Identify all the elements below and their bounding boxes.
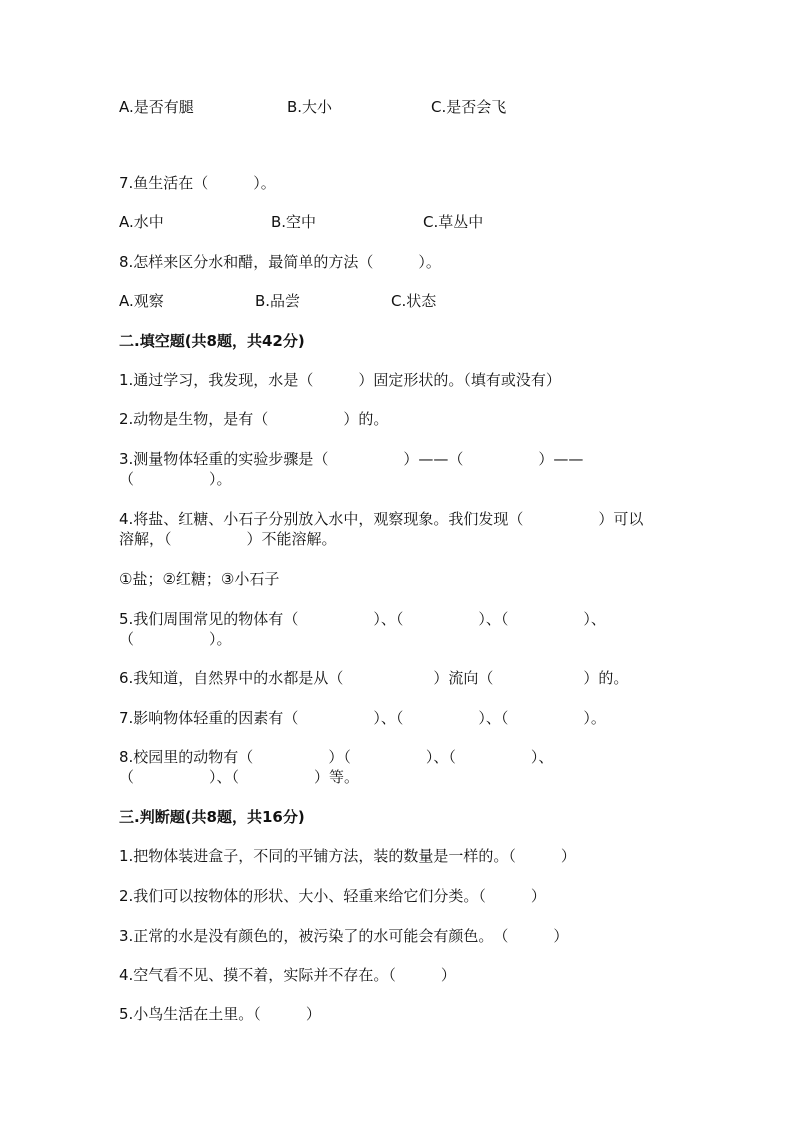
fill-question-4-line-1: 4.将盐、红糖、小石子分别放入水中，观察现象。我们发现（ ）可以 [119,510,644,528]
fill-question-5-line-1: 5.我们周围常见的物体有（ ）、（ ）、（ ）、 [119,610,606,628]
choice-question-8: 8.怎样来区分水和醋，最简单的方法（ ）。 [119,253,441,271]
fill-question-4-line-2: 溶解，（ ）不能溶解。 [119,530,337,548]
fill-question-1: 1.通过学习，我发现，水是（ ）固定形状的。（填有或没有） [119,371,561,389]
q8-option-b: B.品尝 [255,292,301,310]
judge-question-2: 2.我们可以按物体的形状、大小、轻重来给它们分类。（ ） [119,887,546,905]
q6-option-b: B.大小 [287,98,333,116]
q6-option-c: C.是否会飞 [431,98,507,116]
fill-question-3-line-2: （ ）。 [119,470,232,488]
section-heading-fill-blank: 二.填空题(共8题，共42分) [119,332,305,350]
judge-question-1: 1.把物体装进盒子，不同的平铺方法，装的数量是一样的。（ ） [119,847,576,865]
judge-question-3: 3.正常的水是没有颜色的，被污染了的水可能会有颜色。 （ ） [119,927,569,945]
fill-question-8-line-1: 8.校园里的动物有（ ）（ ）、（ ）、 [119,748,554,766]
q6-option-a: A.是否有腿 [119,98,194,116]
choice-question-7: 7.鱼生活在（ ）。 [119,174,276,192]
q7-option-a: A.水中 [119,213,164,231]
q8-option-c: C.状态 [391,292,437,310]
fill-question-6: 6.我知道，自然界中的水都是从（ ）流向（ ）的。 [119,669,629,687]
fill-question-4-hint: ①盐；②红糖；③小石子 [119,570,280,588]
q8-option-a: A.观察 [119,292,164,310]
fill-question-2: 2.动物是生物，是有（ ）的。 [119,410,389,428]
fill-question-8-line-2: （ ）、（ ）等。 [119,768,360,786]
q7-option-b: B.空中 [271,213,317,231]
fill-question-5-line-2: （ ）。 [119,630,232,648]
q7-option-c: C.草丛中 [423,213,484,231]
fill-question-7: 7.影响物体轻重的因素有（ ）、（ ）、（ ）。 [119,709,606,727]
judge-question-4: 4.空气看不见、摸不着，实际并不存在。（ ） [119,966,456,984]
judge-question-5: 5.小鸟生活在土里。（ ） [119,1005,321,1023]
section-heading-true-false: 三.判断题(共8题，共16分) [119,808,305,826]
fill-question-3-line-1: 3.测量物体轻重的实验步骤是（ ）——（ ）—— [119,450,584,468]
